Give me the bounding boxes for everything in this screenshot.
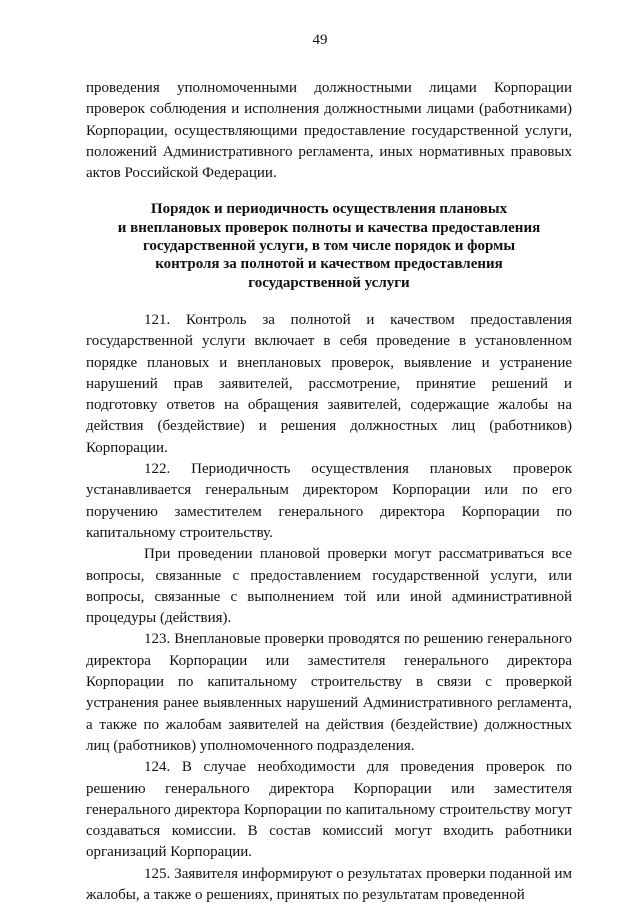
paragraph-124: 124. В случае необходимости для проведения проверок по решению генерального директора Корпорации или заместителя генерального директора Корпорации по капитальному строительству могут создаваться комиссии. В состав комиссий могут входить работники организаций Корпорации. (86, 759, 572, 861)
heading-line: государственной услуги (248, 274, 410, 291)
paragraph-122-continued: При проведении плановой проверки могут рассматриваться все вопросы, связанные с предоставлением государственной услуги, или вопросы, связанные с выполнением той или иной административной процедуры (действия). (86, 546, 572, 627)
document-body (86, 78, 572, 906)
heading-line: и внеплановых проверок полноты и качества предоставления (117, 219, 541, 236)
paragraph-121: 121. Контроль за полнотой и качеством предоставления государственной услуги включает в себя проведение в установленном порядке плановых и внеплановых проверок, выявление и устранение нарушений прав заявителей, рассмотрение, принятие решений и подготовку ответов на обращения заявителей, содержащие жалобы на действия (бездействие) и решения должностных лиц (работников) Корпорации. (86, 311, 572, 456)
paragraph-continuation: проведения уполномоченными должностными лицами Корпорации проверок соблюдения и исполнения должностными лицами (работниками) Корпорации, осуществляющими предоставление государственной услуги, положений Административного регламента, иных нормативных правовых актов Российской Федерации. (86, 80, 572, 182)
paragraph-125: 125. Заявителя информируют о результатах проверки поданной им жалобы, а также о решениях, принятых по результатам проведенной (86, 865, 572, 903)
paragraph-123: 123. Внеплановые проверки проводятся по решению генерального директора Корпорации или заместителя генерального директора Корпорации по капитальному строительству в связи с проверкой устранения ранее выявленных нарушений Административного регламента, а также по жалобам заявителей на действия (бездействие) должностных лиц (работников) уполномоченного подразделения. (86, 631, 572, 754)
heading-line: государственной услуги, в том числе порядок и формы (142, 238, 516, 255)
section-heading (86, 200, 572, 291)
heading-line: Порядок и периодичность осуществления плановых (150, 201, 508, 218)
page-number: 49 (312, 32, 328, 48)
heading-line: контроля за полнотой и качеством предоставления (155, 256, 503, 273)
paragraph-122: 122. Периодичность осуществления плановых проверок устанавливается генеральным директором Корпорации или по его поручению заместителем генерального директора Корпорации по капитальному строительству. (86, 461, 572, 541)
